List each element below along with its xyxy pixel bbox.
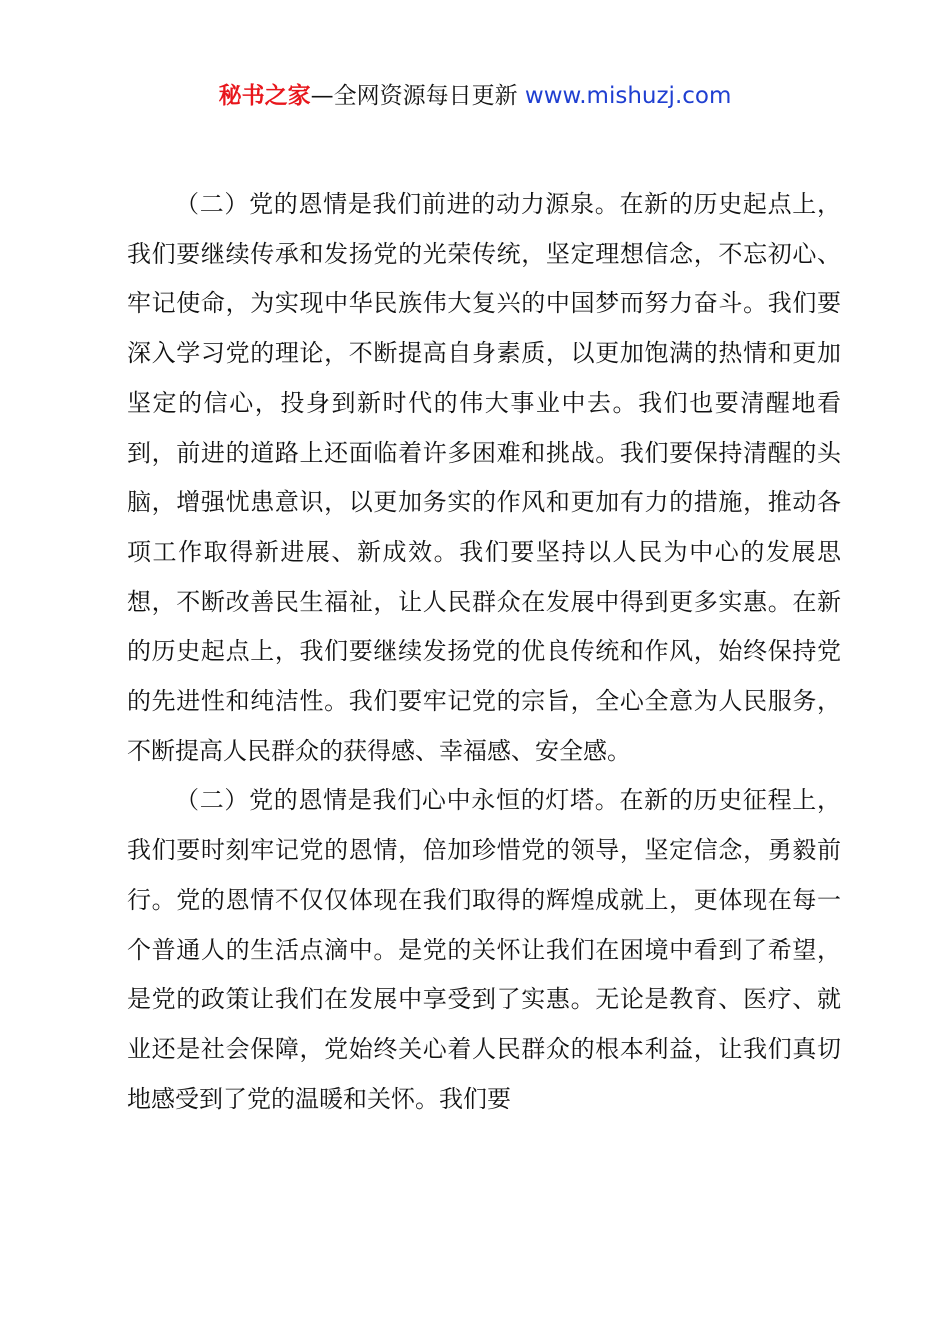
brand-name: 秘书之家: [218, 83, 311, 109]
header-tagline: —全网资源每日更新: [310, 83, 525, 109]
page-header: [0, 78, 950, 114]
paragraph-1: （二）党的恩情是我们前进的动力源泉。在新的历史起点上，我们要继续传承和发扬党的光荣传统，坚定理想信念，不忘初心、牢记使命，为实现中华民族伟大复兴的中国梦而努力奋斗。我们要深入学习党的理论，不断提高自身素质，以更加饱满的热情和更加坚定的信心，投身到新时代的伟大事业中去。我们也要清醒地看到，前进的道路上还面临着许多困难和挑战。我们要保持清醒的头脑，增强忧患意识，以更加务实的作风和更加有力的措施，推动各项工作取得新进展、新成效。我们要坚持以人民为中心的发展思想，不断改善民生福祉，让人民群众在发展中得到更多实惠。在新的历史起点上，我们要继续发扬党的优良传统和作风，始终保持党的先进性和纯洁性。我们要牢记党的宗旨，全心全意为人民服务，不断提高人民群众的获得感、幸福感、安全感。: [127, 190, 841, 765]
document-body: [127, 180, 841, 1124]
site-url-link[interactable]: www.mishuzj.com: [524, 83, 732, 109]
paragraph-2: （二）党的恩情是我们心中永恒的灯塔。在新的历史征程上，我们要时刻牢记党的恩情，倍加珍惜党的领导，坚定信念，勇毅前行。党的恩情不仅仅体现在我们取得的辉煌成就上，更体现在每一个普通人的生活点滴中。是党的关怀让我们在困境中看到了希望，是党的政策让我们在发展中享受到了实惠。无论是教育、医疗、就业还是社会保障，党始终关心着人民群众的根本利益，让我们真切地感受到了党的温暖和关怀。我们要: [127, 786, 841, 1113]
